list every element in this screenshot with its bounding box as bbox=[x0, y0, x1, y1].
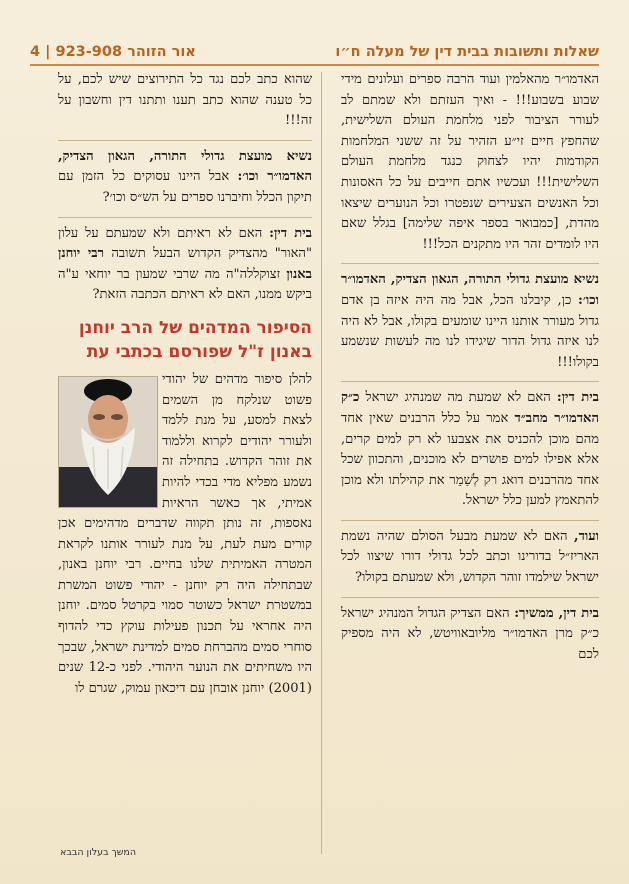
page-info: אור הזוהר 923-908 | 4 bbox=[30, 44, 196, 60]
speaker-paragraph bbox=[341, 263, 599, 373]
court-continues-label: בית דין, ממשיך: bbox=[514, 605, 599, 621]
paragraph: האדמו״ר מהאלמין ועוד הרבה ספרים ועלונים מידי שבוע בשבוע!!! - ואיך העזתם ולא שמתם לב לעורר הציבור לפני מלחמת העולם השלישית, שהחפץ חיים זי״ע הזהיר על זה ששני המלחמות הקודמות יהיו לצחוק כנגד מלחמת העולם השלישית!!! ועכשיו אתם חייבים על כל האסונות וכל האנשים הצעירים שנפטרו וכל הנוערים שיצאו מהדת, [כמבואר בספר איפה שלימה] בגלל שאם היו לומדים זהר היו מתקנים הכל!!! bbox=[341, 72, 599, 252]
more-paragraph bbox=[341, 520, 599, 589]
portrait-photo bbox=[58, 376, 158, 508]
page-header bbox=[30, 34, 599, 60]
court-paragraph bbox=[341, 381, 599, 512]
right-column bbox=[341, 70, 599, 673]
paragraph: שהוא כתב לכם נגד כל התירוצים שיש לכם, על כל טענה שהוא כתב תענו ותתנו דין וחשבון על זה!!! bbox=[58, 72, 312, 129]
more-label: ועוד, bbox=[574, 528, 599, 544]
court-continues-paragraph bbox=[341, 597, 599, 666]
court-label: בית דין: bbox=[269, 225, 312, 241]
court-text: האם לא ראיתם ולא שמעתם על עלון "האור" מהצדיק הקדוש הבעל תשובה bbox=[58, 225, 312, 262]
court-text: האם לא שמעת מה שמנהיג ישראל bbox=[359, 390, 557, 406]
column-divider bbox=[321, 72, 322, 854]
court-label: בית דין: bbox=[556, 390, 599, 406]
speaker-text: אבל היינו עסוקים כל הזמן עם תיקון הכלל וחיברנו ספרים על הש״ס וכו׳? bbox=[58, 169, 312, 205]
court-bold-name: כ״ק האדמו״ר מחב״ד bbox=[341, 390, 599, 426]
court-continues-text: האם הצדיק הגדול המנהיג ישראל כ״ק מרן האדמו״ר מליובאוויטש, לא היה מספיק לכם bbox=[341, 605, 599, 662]
speaker-label: נשיא מועצת גדולי התורה, הגאון הצדיק, האדמו״ר וכו׳: bbox=[58, 148, 312, 185]
speaker-paragraph bbox=[58, 140, 312, 209]
left-column bbox=[58, 70, 312, 707]
court-bold-name: רבי יוחנן באנון bbox=[58, 246, 312, 282]
court-text-cont: זצוקללה"ה מה שרבי שמעון בר יוחאי ע"ה ביקש ממנו, האם לא ראיתם הכתבה הזאת? bbox=[58, 266, 312, 303]
story-paragraph: להלן סיפור מדהים של יהודי פשוט שנלקח מן השמים לצאת למסע, על מנת ללמד ולעורר יהודים לקרוא וללמוד את זוהר הקדוש. בתחילה זה נשמע מפליא מדי בכדי להיות אמיתי, אך כאשר הראיות נאספות, זה נותן תקווה שדברים מדהימים אכן קורים מעת לעת, על מנת לעורר אותנו לקראת המטרה האמיתית שלנו בחיים. רבי יוחנן באנון, שבתחילה היה רק יוחנן - יהודי פשוט המשרת במשטרת ישראל כשוטר סמוי בקרטל סמים. יוחנן היה אחראי על תכנון פעילות עוקץ כדי להדוף סוחרי סמים מהברחת סמים למדינת ישראל, שבכך היו משחיתים את הנוער היהודי. לפני כ-12 שנים (2001) יוחנן אובחן עם דיכאון עמוק, שגרם לו bbox=[58, 371, 313, 696]
header-rule bbox=[30, 64, 599, 66]
more-text: האם לא שמעת מבעל הסולם שהיה נשמת האריז״ל בדורינו וכתב לכל גדולי דורו שיצוו לכל ישראל שילמדו זוהר הקדוש, ולא שמעתם בקולו? bbox=[341, 528, 599, 586]
speaker-text: כן, קיבלנו הכל, אבל מה היה איזה בן אדם גדול מעורר אותנו היינו שומעים בקולו, אבל לא היה לנו איזה גדול הדור שיגידו לנו מה לעשות שנשמע בקולו!!! bbox=[341, 292, 599, 370]
court-text-cont: אמר על כלל הרבנים שאין אחד מהם מוכן להכניס את אצבעו לא רק למים קרים, אלא אפילו למים פושרים לא מוכנים, והתכוון שכל אחד מהרבנים דואג רק לְשַׁמֵר את קהילתו ולא מוכן להתאמץ למען כלל ישראל. bbox=[341, 410, 599, 509]
portrait-of-bearded-rabbi-icon bbox=[59, 377, 157, 507]
story-title: הסיפור המדהים של הרב יוחנן באנון ז"ל שפורסם בכתבי עת bbox=[78, 317, 312, 362]
court-paragraph bbox=[58, 217, 312, 306]
speaker-label: נשיא מועצת גדולי התורה, הגאון הצדיק, האדמו״ר וכו׳: bbox=[341, 272, 599, 308]
series-title: שאלות ותשובות בבית דין של מעלה ח״ו bbox=[335, 44, 599, 60]
continued-note: המשך בעלון הבבא bbox=[60, 847, 137, 858]
